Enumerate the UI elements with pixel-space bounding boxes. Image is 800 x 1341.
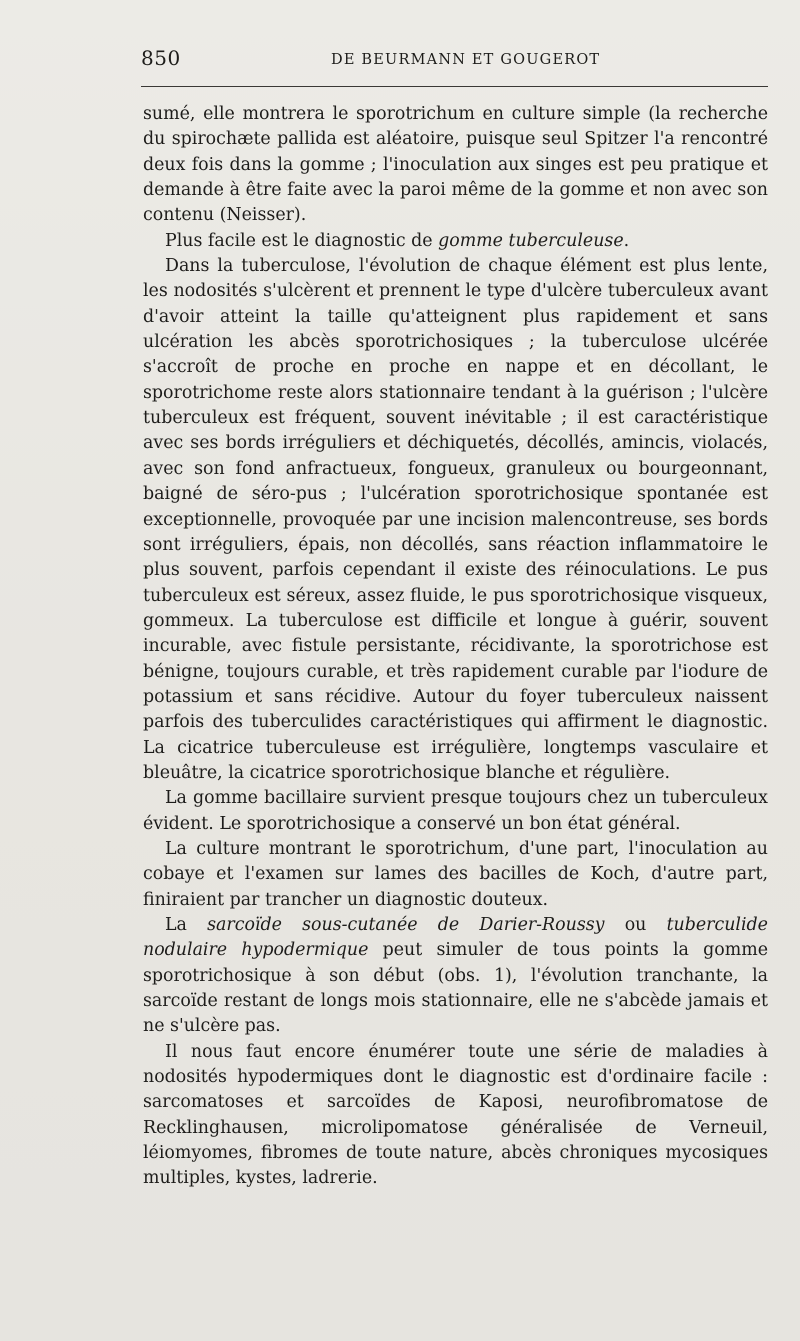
paragraph-3: Dans la tuberculose, l'évolution de chaque élément est plus lente, les nodosités s'ulcèrent et prennent le type d'ulcère tuberculeux avant d'avoir atteint la taille qu'atteignent plus rapidement et sans ulcération les abcès sporotrichosiques ; la tuberculose ulcérée s'accroît de proche en proche en nappe et en décollant, le sporotrichome reste alors stationnaire tendant à la guérison ; l'ulcère tuberculeux est fréquent, souvent inévitable ; il est caractéristique avec ses bords irréguliers et déchiquetés, décollés, amincis, violacés, avec son fond anfractueux, fongueux, granuleux ou bourgeonnant, baigné de séro-pus ; l'ulcération sporotrichosique spontanée est exceptionnelle, provoquée par une incision malencontreuse, ses bords sont irréguliers, épais, non décollés, sans réaction inflammatoire le plus souvent, parfois cependant il existe des réinoculations. Le pus tuberculeux est séreux, assez fluide, le pus sporotrichosique visqueux, gommeux. La tuberculose est difficile et longue à guérir, souvent incurable, avec fistule persistante, récidivante, la sporotrichose est bénigne, toujours curable, et très rapidement curable par l'iodure de potassium et sans récidive. Autour du foyer tuberculeux naissent parfois des tuberculides caractéristiques qui affirment le diagnostic. La cicatrice tuberculeuse est irrégulière, longtemps vasculaire et bleuâtre, la cicatrice sporotrichosique blanche et régulière. [143, 256, 768, 783]
paragraph-6-rest: peut simuler de tous points la gomme sporotrichosique à son début (obs. 1), l'évolution tranchante, la sarcoïde restant de longs mois stationnaire, elle ne s'abcède jamais et ne s'ulcère pas. [143, 940, 768, 1037]
page-header [141, 44, 771, 74]
paragraph-2-end: . [623, 230, 630, 251]
paragraph-7: Il nous faut encore énumérer toute une série de maladies à nodosités hypodermiques dont le diagnostic est d'ordinaire facile : sarcomatoses et sarcoïdes de Kaposi, neurofibromatose de Recklinghausen, microlipomatose généralisée de Verneuil, léiomyomes, fibromes de toute nature, abcès chroniques mycosiques multiples, kystes, ladrerie. [143, 1041, 768, 1189]
header-rule [141, 86, 768, 87]
paragraph-6-start: La [165, 915, 208, 935]
paragraph-5: La culture montrant le sporotrichum, d'une part, l'inoculation au cobaye et l'examen sur lames des bacilles de Koch, d'autre part, finiraient par trancher un diagnostic douteux. [143, 838, 768, 910]
paragraph-4: La gomme bacillaire survient presque toujours chez un tuberculeux évident. Le sporotrichosique a conservé un bon état général. [143, 788, 768, 834]
running-head: DE BEURMANN ET GOUGEROT [331, 52, 601, 68]
tuberculide-term: tuberculide nodulaire hypodermique [143, 915, 768, 961]
paragraph-1: sumé, elle montrera le sporotrichum en culture simple (la recherche du spirochæte pallida est aléatoire, puisque seul Spitzer l'a rencontré deux fois dans la gomme ; l'inoculation aux singes est peu pratique et demande à être faite avec la paroi même de la gomme et non avec son contenu (Neisser). [143, 104, 768, 226]
paragraph-2 [143, 229, 768, 254]
paragraph-6-conj: ou [604, 915, 667, 935]
paragraph-2-text: Plus facile est le diagnostic de [165, 230, 439, 251]
page-number: 850 [141, 46, 181, 70]
body-text [143, 102, 768, 1192]
gomme-tuberculeuse-term: gomme tuberculeuse [438, 230, 624, 251]
paragraph-6 [143, 913, 768, 1040]
sarcoide-term: sarcoïde sous-cutanée de Darier-Roussy [207, 915, 605, 935]
